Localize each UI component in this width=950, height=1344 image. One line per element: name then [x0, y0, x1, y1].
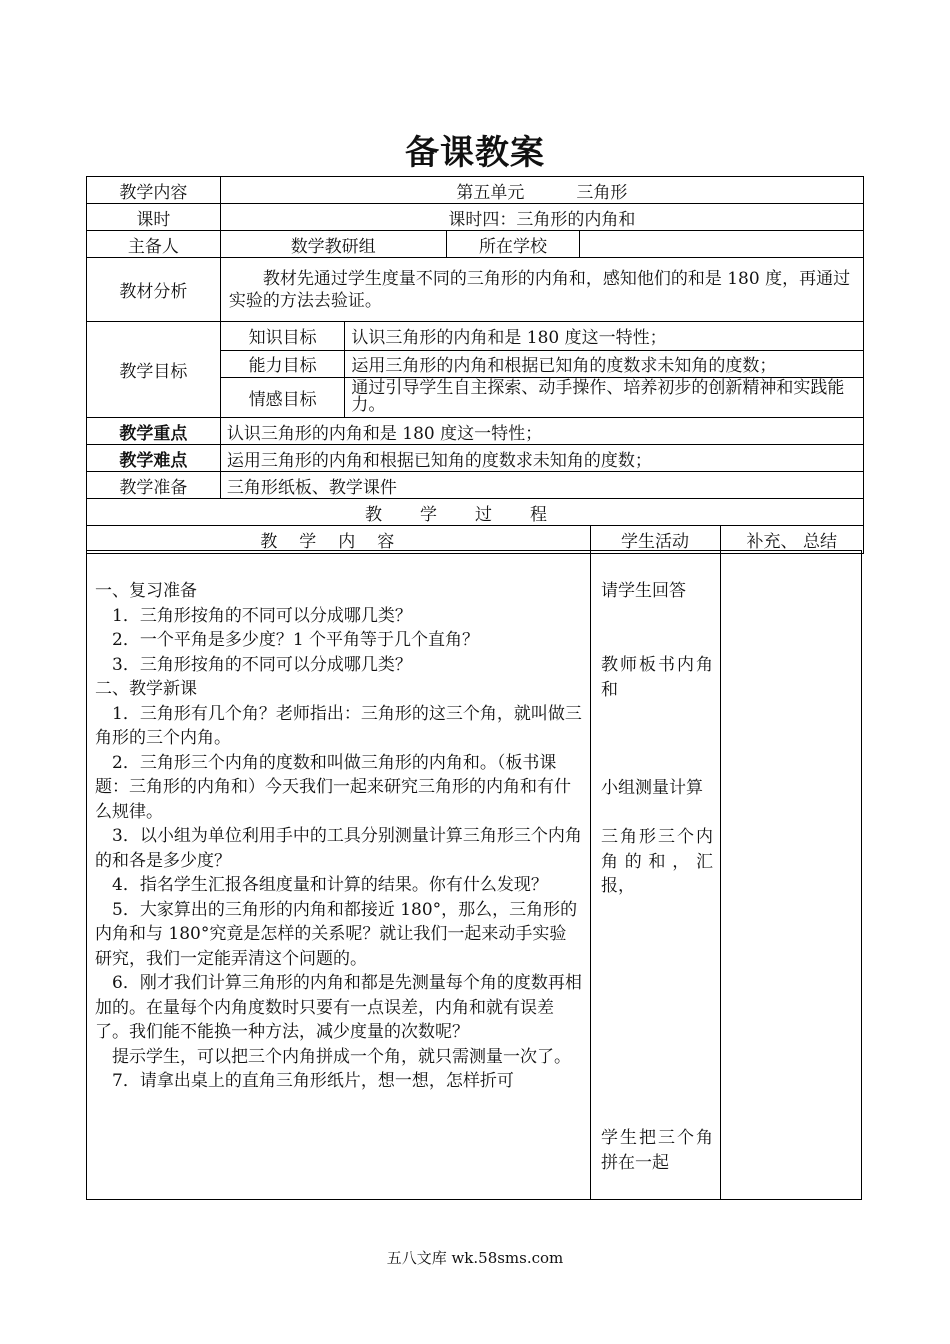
analysis-label: 教材分析	[87, 258, 221, 322]
goals-table	[221, 322, 863, 417]
col-summary-header: 补充、 总结	[720, 526, 863, 553]
key-text: 认识三角形的内角和是 180 度这一特性；	[220, 418, 863, 445]
content-paragraph: 2．一个平角是多少度？1 个平角等于几个直角？	[112, 630, 480, 650]
content-paragraph: 3．以小组为单位利用手中的工具分别测量计算三角形三个内角的和各是多少度？	[95, 826, 582, 871]
school-value	[580, 231, 864, 258]
goals-cell	[220, 322, 863, 418]
goals-label: 教学目标	[87, 322, 221, 418]
col-content-header: 教学内容	[87, 526, 590, 553]
school-label: 所在学校	[446, 231, 580, 258]
section-heading: 二、教学新课	[95, 679, 197, 699]
activity-note: 学生把三个角拼在一起	[601, 1128, 713, 1173]
prep-text: 三角形纸板、教学课件	[220, 472, 863, 499]
goal-label: 知识目标	[221, 322, 345, 350]
content-paragraph: 4．指名学生汇报各组度量和计算的结果。你有什么发现？	[112, 875, 548, 895]
content-paragraph: 6．刚才我们计算三角形的内角和都是先测量每个角的度数再相加的。在量每个内角度数时只要有一点误差，内角和就有误差了。我们能不能换一种方法，减少度量的次数呢？	[95, 973, 582, 1042]
analysis-text: 教材先通过学生度量不同的三角形的内角和，感知他们的和是 180 度，再通过实验的方法去验证。	[220, 258, 863, 322]
document-title: 备课教案	[405, 133, 545, 173]
preparer-value: 数学教研组	[220, 231, 446, 258]
difficulty-label: 教学难点	[87, 445, 221, 472]
activity-note: 教师板书内角和	[601, 655, 713, 700]
prep-label: 教学准备	[87, 472, 221, 499]
content-label: 教学内容	[87, 177, 221, 204]
col-activity-header: 学生活动	[590, 526, 720, 553]
summary-column	[721, 551, 861, 1199]
content-paragraph: 5．大家算出的三角形的内角和都接近 180°，那么，三角形的内角和与 180°究竟是怎样的关系呢？就让我们一起来动手实验研究，我们一定能弄清这个问题的。	[95, 899, 578, 969]
content-paragraph: 1．三角形有几个角？老师指出：三角形的这三个角，就叫做三角形的三个内角。	[95, 703, 582, 748]
key-label: 教学重点	[87, 418, 221, 445]
activity-note: 三角形三个内角的和，汇报，	[601, 827, 713, 896]
period-value: 课时四：三角形的内角和	[220, 204, 863, 231]
goal-label: 情感目标	[221, 377, 345, 417]
activity-note: 小组测量计算	[601, 778, 703, 798]
preparer-label: 主备人	[87, 231, 221, 258]
content-paragraph: 2．三角形三个内角的度数和叫做三角形的内角和。（板书课题：三角形的内角和）今天我们一起来研究三角形的内角和有什么规律。	[95, 752, 571, 822]
column-header-table	[87, 526, 863, 553]
period-label: 课时	[87, 204, 221, 231]
lesson-plan-table	[86, 176, 864, 554]
unit-name: 第五单元	[456, 182, 525, 203]
content-paragraph: 3．三角形按角的不同可以分成哪几类？	[112, 654, 412, 675]
process-heading: 教学过程	[87, 499, 864, 526]
goal-text: 认识三角形的内角和是 180 度这一特性；	[345, 322, 863, 350]
goal-text: 运用三角形的内角和根据已知角的度数求未知角的度数；	[345, 350, 863, 377]
content-paragraph: 提示学生，可以把三个内角拼成一个角，就只需测量一次了。	[112, 1046, 571, 1067]
unit-cell	[220, 177, 863, 204]
teaching-content-column	[87, 551, 591, 1199]
student-activity-column	[591, 551, 721, 1199]
process-body	[86, 550, 862, 1200]
page-footer: 五八文库 wk.58sms.com	[386, 1249, 564, 1267]
difficulty-text: 运用三角形的内角和根据已知角的度数求未知角的度数；	[220, 445, 863, 472]
section-heading: 一、复习准备	[95, 581, 197, 601]
goal-label: 能力目标	[221, 350, 345, 377]
content-paragraph: 7．请拿出桌上的直角三角形纸片，想一想，怎样折可	[112, 1071, 514, 1091]
activity-note: 请学生回答	[601, 581, 686, 601]
goal-text: 通过引导学生自主探索、动手操作、培养初步的创新精神和实践能力。	[345, 377, 863, 417]
content-paragraph: 1．三角形按角的不同可以分成哪几类？	[112, 605, 412, 626]
unit-topic: 三角形	[576, 182, 628, 203]
